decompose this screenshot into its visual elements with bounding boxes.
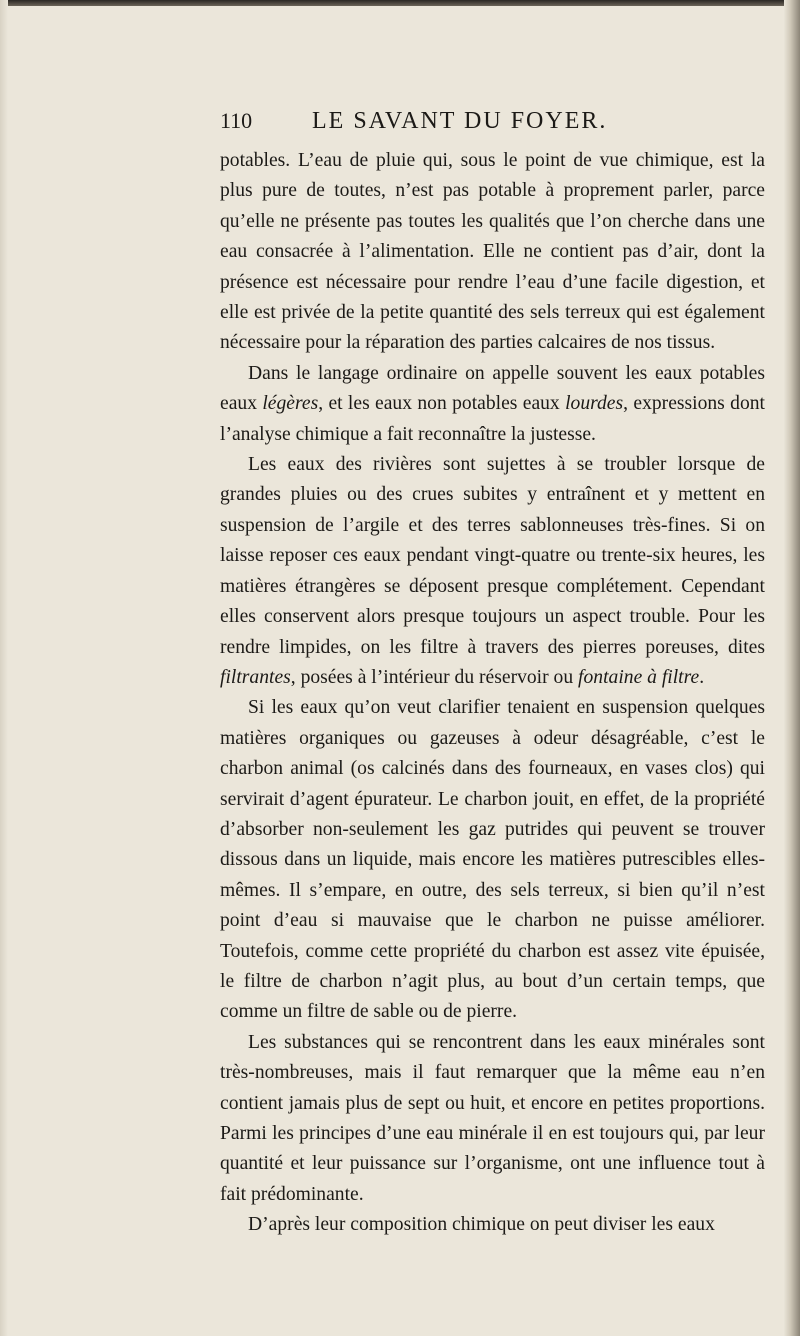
text-run: potables. L’eau de pluie qui, sous le point de vue chimique, est la plus pure de toutes, n’est pas potable à proprement parler, parce qu’elle ne présente pas toutes les qualités que l’on cherche dans une eau consacrée à l’alimentation. Elle ne contient pas d’air, dont la présence est nécessaire pour rendre l’eau d’une facile digestion, et elle est privée de la petite quantité des sels terreux qui est également nécessaire pour la réparation des parties calcaires de nos tissus. [220, 150, 765, 354]
text-run: Si les eaux qu’on veut clarifier tenaient en suspension quelques matières organiques ou gazeuses à odeur désagréable, c’est le charbon animal (os calcinés dans des fourneaux, en vases clos) qui servirait d’agent épurateur. Le charbon jouit, en effet, de la propriété d’absorber non-seulement les gaz putrides qui peuvent se trouver dissous dans un liquide, mais encore les matières putrescibles elles-mêmes. Il s’empare, en outre, des sels terreux, si bien qu’il n’est point d’eau si mauvaise que le charbon ne puisse améliorer. Toutefois, comme cette propriété du charbon est assez vite épuisée, le filtre de charbon n’agit plus, au bout d’un certain temps, que comme un filtre de sable ou de pierre. [220, 697, 765, 1023]
paragraph [220, 450, 765, 693]
paragraph [220, 146, 765, 359]
page-number: 110 [220, 108, 253, 133]
left-page-edge [0, 0, 8, 1336]
running-title: LE SAVANT DU FOYER. [312, 108, 608, 134]
paragraph [220, 693, 765, 1027]
text-run: D’après leur composition chimique on peut diviser les eaux [248, 1214, 715, 1236]
text-run: . [699, 666, 705, 688]
italic-term: lourdes [565, 393, 624, 415]
right-page-edge [784, 0, 800, 1336]
italic-term: filtrantes [220, 666, 291, 688]
paragraph [220, 1028, 765, 1210]
italic-term: légères [262, 393, 319, 415]
text-run: Les eaux des rivières sont sujettes à se troubler lorsque de grandes pluies ou des crues subites y entraînent et y mettent en suspension de l’argile et des terres sablonneuses très-fines. Si on laisse reposer ces eaux pendant vingt-quatre ou trente-six heures, les matières étrangères se déposent presque complétement. Cependant elles conservent alors presque toujours un aspect trouble. Pour les rendre limpides, on les filtre à travers des pierres poreuses, dites [220, 454, 765, 658]
italic-term: fontaine à filtre [578, 666, 700, 688]
paragraph [220, 1210, 765, 1240]
text-run: Les substances qui se rencontrent dans les eaux minérales sont très-nombreuses, mais il faut remarquer que la même eau n’en contient jamais plus de sept ou huit, et encore en petites proportions. Parmi les principes d’une eau minérale il en est toujours qui, par leur quantité et leur puissance sur l’organisme, ont une influence tout à fait prédominante. [220, 1031, 765, 1205]
text-run: Dans le langage ordinaire on appelle souvent les eaux potables eaux [220, 362, 765, 415]
top-edge-shadow [0, 0, 800, 6]
text-run: , et les eaux non potables eaux [318, 393, 566, 415]
paragraph [220, 359, 765, 450]
text-run: , posées à l’intérieur du réservoir ou [290, 666, 579, 688]
text-run: , expressions dont l’analyse chimique a fait reconnaître la justesse. [220, 393, 765, 445]
body-text [220, 146, 765, 1241]
running-head [220, 104, 780, 138]
